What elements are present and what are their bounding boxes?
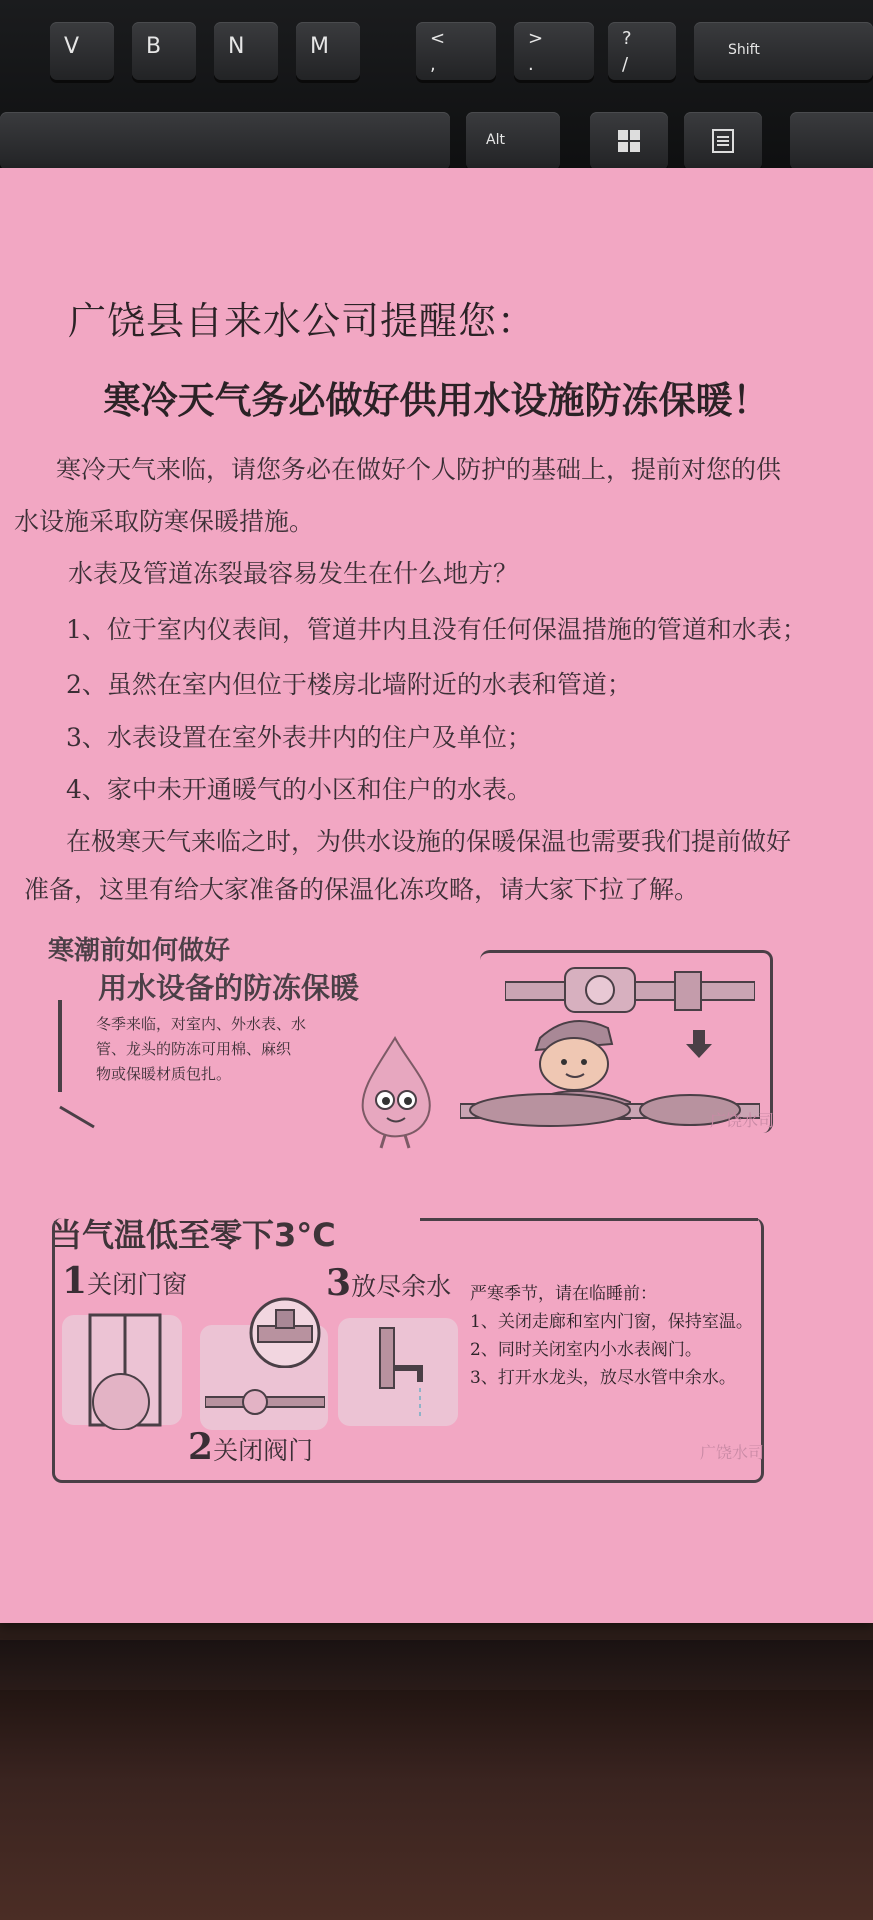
water-drop-mascot-icon [345, 1030, 445, 1150]
meter-icon [205, 1385, 325, 1419]
list-item: 4、家中未开通暖气的小区和住户的水表。 [66, 775, 532, 804]
step-close-valve [188, 1426, 313, 1468]
panel2-title: 当气温低至零下3°C [50, 1216, 336, 1254]
closing-line-1: 在极寒天气来临之时，为供水设施的保暖保温也需要我们提前做好 [66, 827, 792, 856]
valve-icon [240, 1288, 330, 1368]
intro-line-1: 寒冷天气来临，请您务必在做好个人防护的基础上，提前对您的供 [56, 455, 782, 484]
step-number: 3 [326, 1262, 352, 1304]
list-item: 1、位于室内仪表间，管道井内且没有任何保温措施的管道和水表； [66, 615, 807, 644]
panel1-corner-line [58, 1105, 98, 1130]
down-arrow-icon [684, 1030, 714, 1060]
key-slash: ? / [608, 22, 676, 80]
intro-line-2: 水设施采取防寒保暖措施。 [14, 507, 315, 536]
panel1-left-bracket [58, 1000, 62, 1092]
panel1-text-line: 冬季来临，对室内、外水表、水 [96, 1015, 307, 1033]
step-drain-water [326, 1262, 451, 1304]
key-period: > . [514, 22, 594, 80]
note-line: 2、同时关闭室内小水表阀门。 [470, 1340, 702, 1360]
step-number: 2 [188, 1426, 214, 1468]
desk-surface [0, 1690, 873, 1920]
night-instructions [470, 1280, 753, 1392]
watermark: 广饶水司 [700, 1443, 765, 1462]
menu-key-icon [712, 129, 734, 153]
windows-icon [617, 129, 641, 153]
list-item: 2、虽然在室内但位于楼房北墙附近的水表和管道； [66, 670, 632, 699]
list-item: 3、水表设置在室外表井内的住户及单位； [66, 723, 532, 752]
step-label: 关闭阀门 [213, 1436, 314, 1465]
key-shift: Shift [694, 22, 873, 80]
panel1-title-2: 用水设备的防冻保暖 [98, 971, 360, 1005]
question: 水表及管道冻裂最容易发生在什么地方？ [68, 559, 519, 588]
note-line: 3、打开水龙头，放尽水管中余水。 [470, 1368, 736, 1388]
panel1-text-line: 管、龙头的防冻可用棉、麻织 [96, 1040, 292, 1058]
key-m: M [296, 22, 360, 80]
key-n: N [214, 22, 278, 80]
note-line: 1、关闭走廊和室内门窗，保持室温。 [470, 1312, 753, 1332]
key-ctrl [790, 112, 873, 170]
key-space [0, 112, 450, 170]
step-number: 1 [62, 1260, 88, 1302]
faucet-icon [360, 1318, 440, 1428]
keyboard [0, 0, 873, 175]
key-b: B [132, 22, 196, 80]
step-label: 放尽余水 [351, 1272, 452, 1301]
key-v: V [50, 22, 114, 80]
poster-title: 广饶县自来水公司提醒您： [68, 299, 537, 343]
key-menu [684, 112, 762, 170]
poster-subtitle: 寒冷天气务必做好供用水设施防冻保暖！ [103, 378, 770, 422]
watermark: 广饶水司 [710, 1111, 775, 1130]
window-icon [85, 1310, 165, 1430]
step-label: 关闭门窗 [87, 1270, 188, 1299]
closing-line-2: 准备，这里有给大家准备的保温化冻攻略，请大家下拉了解。 [24, 875, 700, 904]
key-alt: Alt [466, 112, 560, 170]
note-title: 严寒季节，请在临睡前： [470, 1284, 657, 1304]
key-comma: < , [416, 22, 496, 80]
panel1-text [96, 1012, 346, 1087]
key-windows [590, 112, 668, 170]
step-close-windows [62, 1260, 187, 1302]
panel1-text-line: 物或保暖材质包扎。 [96, 1065, 232, 1083]
panel2-top-rule [420, 1218, 758, 1221]
panel1-title-1: 寒潮前如何做好 [48, 936, 231, 966]
